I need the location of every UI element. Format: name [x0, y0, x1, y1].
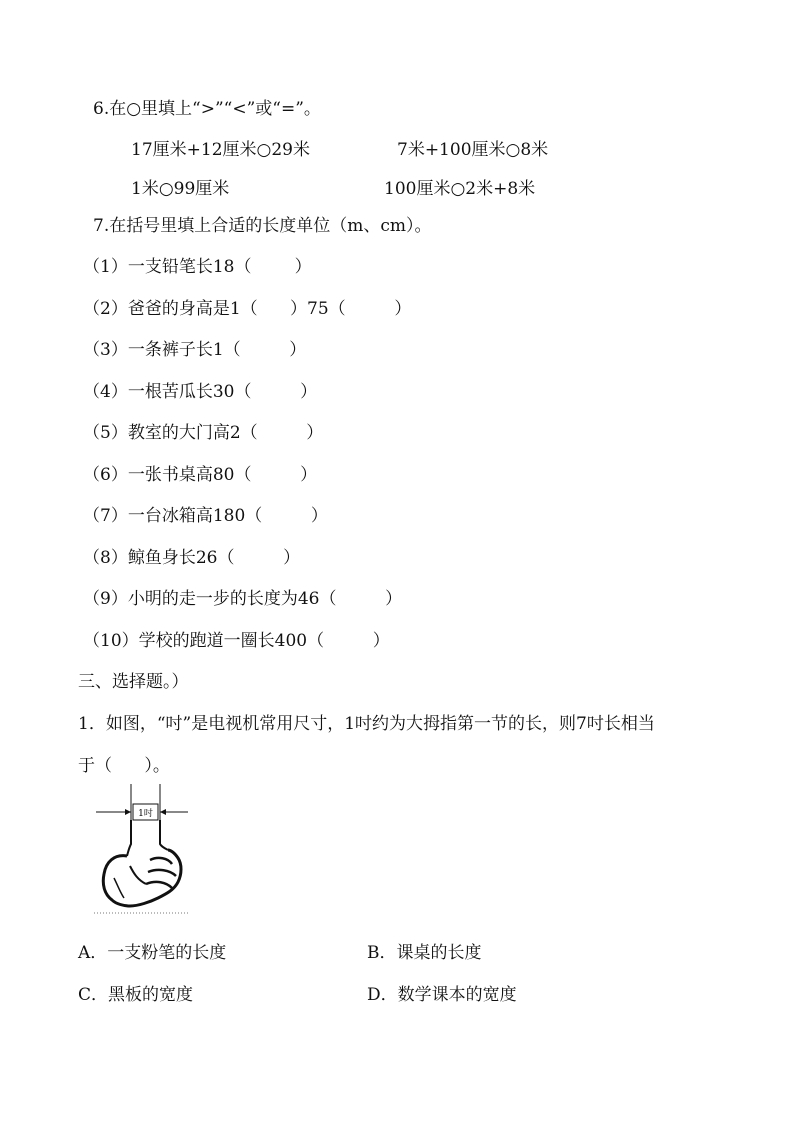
thumb-inch-illustration-icon: [94, 782, 190, 916]
question-6-item-a: 17厘米+12厘米○29米: [131, 140, 310, 160]
figure-label: 1吋: [138, 809, 153, 819]
problem-1-line-1: 1．如图，“吋”是电视机常用尺寸，1吋约为大拇指第一节的长，则7吋长相当: [78, 714, 655, 734]
question-7-item: （9）小明的走一步的长度为46（ ）: [83, 589, 403, 609]
question-7-item: （8）鲸鱼身长26（ ）: [83, 548, 301, 568]
option-d[interactable]: D．数学课本的宽度: [367, 985, 517, 1005]
question-7-item: （10）学校的跑道一圈长400（ ）: [83, 631, 390, 651]
question-6-item-b: 7米+100厘米○8米: [397, 140, 549, 160]
question-7-item: （1）一支铅笔长18（ ）: [83, 257, 312, 277]
option-c[interactable]: C．黑板的宽度: [78, 985, 194, 1005]
question-7-title: 7.在括号里填上合适的长度单位（m、cm）。: [93, 216, 432, 236]
option-a[interactable]: A．一支粉笔的长度: [78, 943, 227, 963]
question-7-item: （2）爸爸的身高是1（ ）75（ ）: [83, 299, 412, 319]
question-6-item-d: 100厘米○2米+8米: [384, 179, 536, 199]
question-7-item: （5）教室的大门高2（ ）: [83, 423, 324, 443]
section-3-heading: 三、选择题。）: [78, 672, 189, 692]
question-7-item: （7）一台冰箱高180（ ）: [83, 506, 328, 526]
question-7-item: （6）一张书桌高80（ ）: [83, 465, 318, 485]
option-b[interactable]: B．课桌的长度: [367, 943, 482, 963]
question-7-item: （4）一根苦瓜长30（ ）: [83, 382, 318, 402]
question-7-item: （3）一条裤子长1（ ）: [83, 340, 307, 360]
question-6-item-c: 1米○99厘米: [131, 179, 230, 199]
problem-1-line-2: 于（ ）。: [78, 756, 170, 776]
question-6-title: 6.在○里填上“>”“<”或“=”。: [93, 99, 321, 119]
thumb-inch-figure: [94, 782, 190, 916]
